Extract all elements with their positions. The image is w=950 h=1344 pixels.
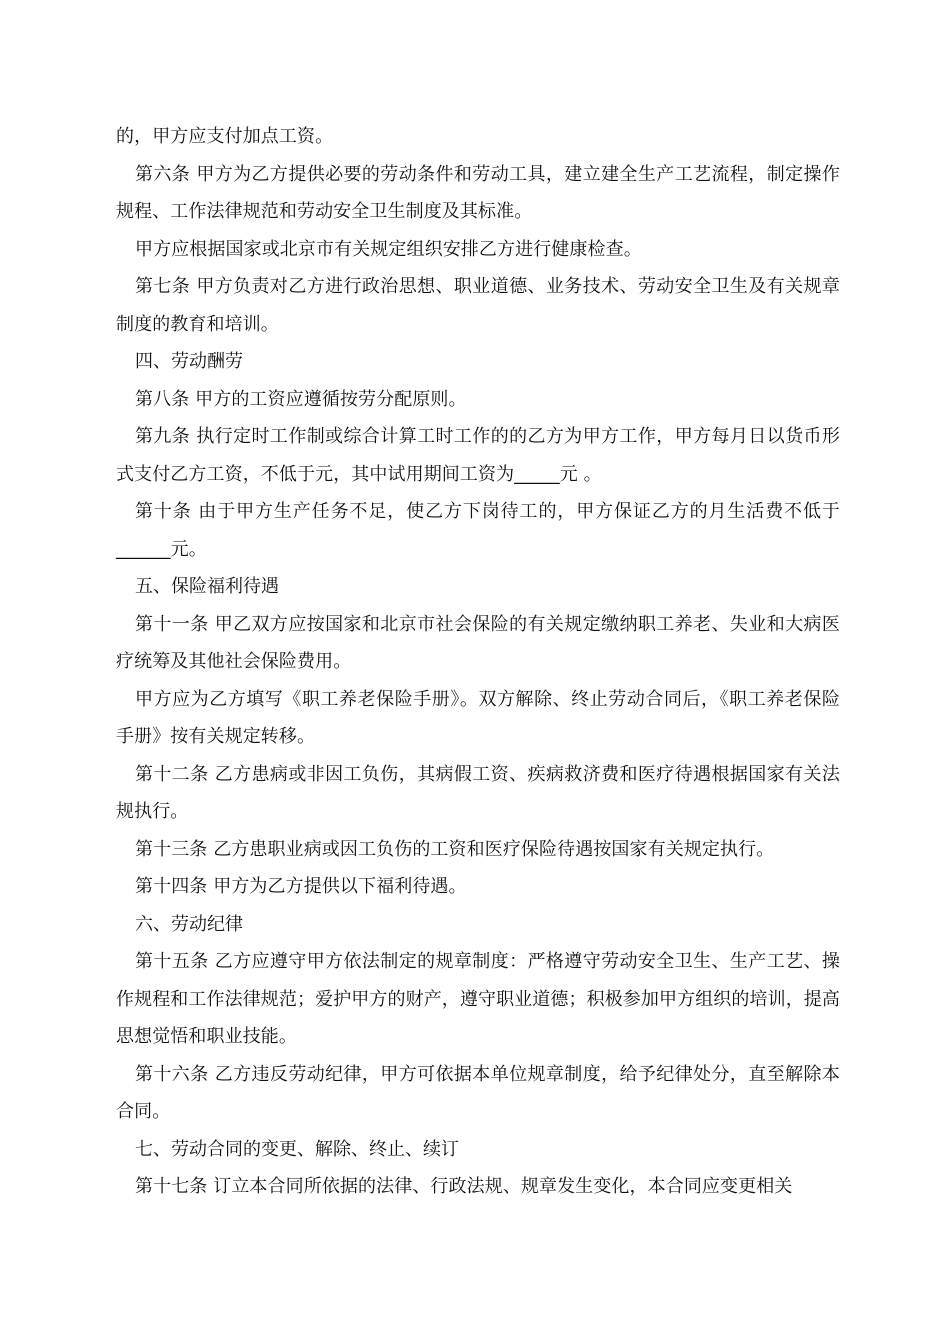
section-heading-contract-changes: 七、劳动合同的变更、解除、终止、续订 [135,1138,459,1160]
article-9: 第九条 执行定时工作制或综合计算工时工作的的乙方为甲方工作，甲方每月日以货币形式支付乙方工资，不低于元，其中试用期间工资为_____元 。 [116,426,840,485]
article-14: 第十四条 甲方为乙方提供以下福利待遇。 [135,876,467,897]
article-17: 第十七条 订立本合同所依据的法律、行政法规、规章发生变化，本合同应变更相关 [135,1176,793,1197]
health-check-paragraph: 甲方应根据国家或北京市有关规定组织安排乙方进行健康检查。 [135,238,642,260]
article-11: 第十一条 甲乙双方应按国家和北京市社会保险的有关规定缴纳职工养老、失业和大病医疗统筹及其他社会保险费用。 [116,613,840,672]
section-heading-discipline: 六、劳动纪律 [135,913,243,935]
paragraph-continuation: 的，甲方应支付加点工资。 [116,126,334,147]
article-7: 第七条 甲方负责对乙方进行政治思想、职业道德、业务技术、劳动安全卫生及有关规章制度的教育和培训。 [116,276,840,335]
pension-handbook-paragraph: 甲方应为乙方填写《职工养老保险手册》。双方解除、终止劳动合同后，《职工养老保险手册》按有关规定转移。 [116,688,840,747]
article-15: 第十五条 乙方应遵守甲方依法制定的规章制度：严格遵守劳动安全卫生、生产工艺、操作规程和工作法律规范；爱护甲方的财产，遵守职业道德；积极参加甲方组织的培训，提高思想觉悟和职业技能。 [116,951,840,1047]
article-10: 第十条 由于甲方生产任务不足，使乙方下岗待工的，甲方保证乙方的月生活费不低于______元。 [116,501,840,560]
section-heading-remuneration: 四、劳动酬劳 [135,351,243,372]
article-12: 第十二条 乙方患病或非因工负伤，其病假工资、疾病救济费和医疗待遇根据国家有关法规执行。 [116,763,840,822]
document-body [116,118,840,1206]
section-heading-insurance: 五、保险福利待遇 [135,576,279,597]
article-6: 第六条 甲方为乙方提供必要的劳动条件和劳动工具，建立建全生产工艺流程，制定操作规程、工作法律规范和劳动安全卫生制度及其标准。 [116,163,840,222]
article-16: 第十六条 乙方违反劳动纪律，甲方可依据本单位规章制度，给予纪律处分，直至解除本合同。 [116,1063,840,1122]
article-13: 第十三条 乙方患职业病或因工负伤的工资和医疗保险待遇按国家有关规定执行。 [135,838,775,860]
article-8: 第八条 甲方的工资应遵循按劳分配原则。 [135,388,467,410]
